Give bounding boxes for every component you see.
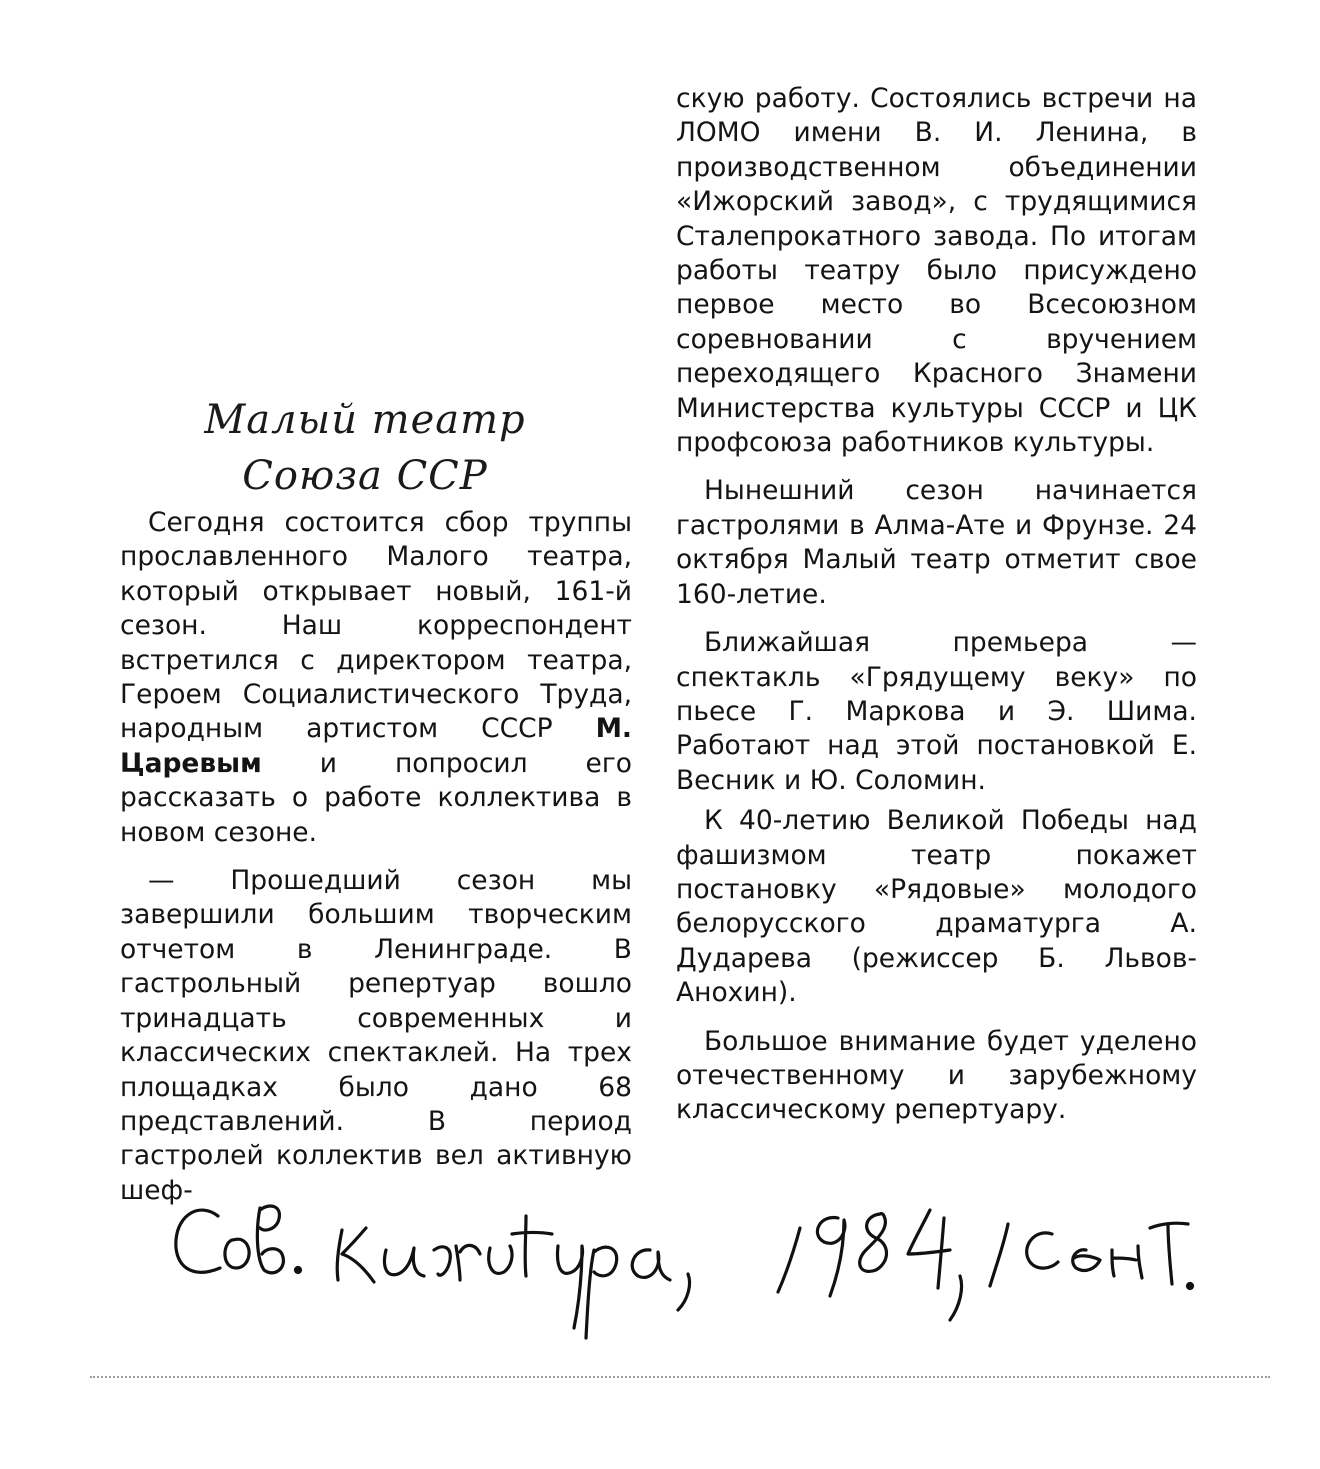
paragraph-intro <box>120 506 632 850</box>
handwritten-source-note <box>160 1188 1220 1358</box>
paragraph-season: Нынешний сезон начинается гастролями в Алма-Ате и Фрунзе. 24 октября Малый театр отметит свое 160-летие. <box>676 475 1197 610</box>
paragraph-quote-continued: скую работу. Состоялись встречи на ЛОМО имени В. И. Ленина, в производственном объединении «Ижорский завод», с трудящимися Сталепрокатного завода. По итогам работы театру было присуждено первое место во Всесоюзном соревновании с вручением переходящего Красного Знамени Министерства культуры СССР и ЦК профсоюза работников культуры. <box>676 83 1197 459</box>
paragraph-quote-start: — Прошедший сезон мы завершили большим творческим отчетом в Ленинграде. В гастрольный репертуар вошло тринадцать современных и классических спектаклей. На трех площадках было дано 68 представлений. В период гастролей коллектив вел активную шеф- <box>120 865 632 1206</box>
paragraph-premiere: Ближайшая премьера — спектакль «Грядущему веку» по пьесе Г. Маркова и Э. Шима. Работают над этой постановкой Е. Весник и Ю. Соломин. <box>676 627 1197 796</box>
intro-text-end: и попросил его рассказать о работе коллектива в новом сезоне. <box>120 747 632 848</box>
paragraph-repertoire: Большое внимание будет уделено отечественному и зарубежному классическому репертуару. <box>676 1025 1197 1126</box>
paragraph-victory: К 40-летию Великой Победы над фашизмом театр покажет постановку «Рядовые» молодого белорусского драматурга А. Дударева (режиссер Б. Львов-Анохин). <box>676 805 1197 1009</box>
article-headline <box>160 392 570 504</box>
headline-line-1: Малый театр <box>204 397 526 443</box>
article-column-left <box>120 506 632 1208</box>
headline-line-2: Союза ССР <box>242 453 488 499</box>
interviewee-name: М. Царевым <box>120 713 632 779</box>
article-column-right <box>676 82 1197 1128</box>
intro-text: Сегодня состоится сбор труппы прославленного Малого театра, который открывает новый, 161-й сезон. Наш корреспондент встретился с директором театра, Героем Социалистического Труда, народным артистом СССР <box>120 507 632 745</box>
clipping-bottom-edge <box>90 1376 1270 1378</box>
